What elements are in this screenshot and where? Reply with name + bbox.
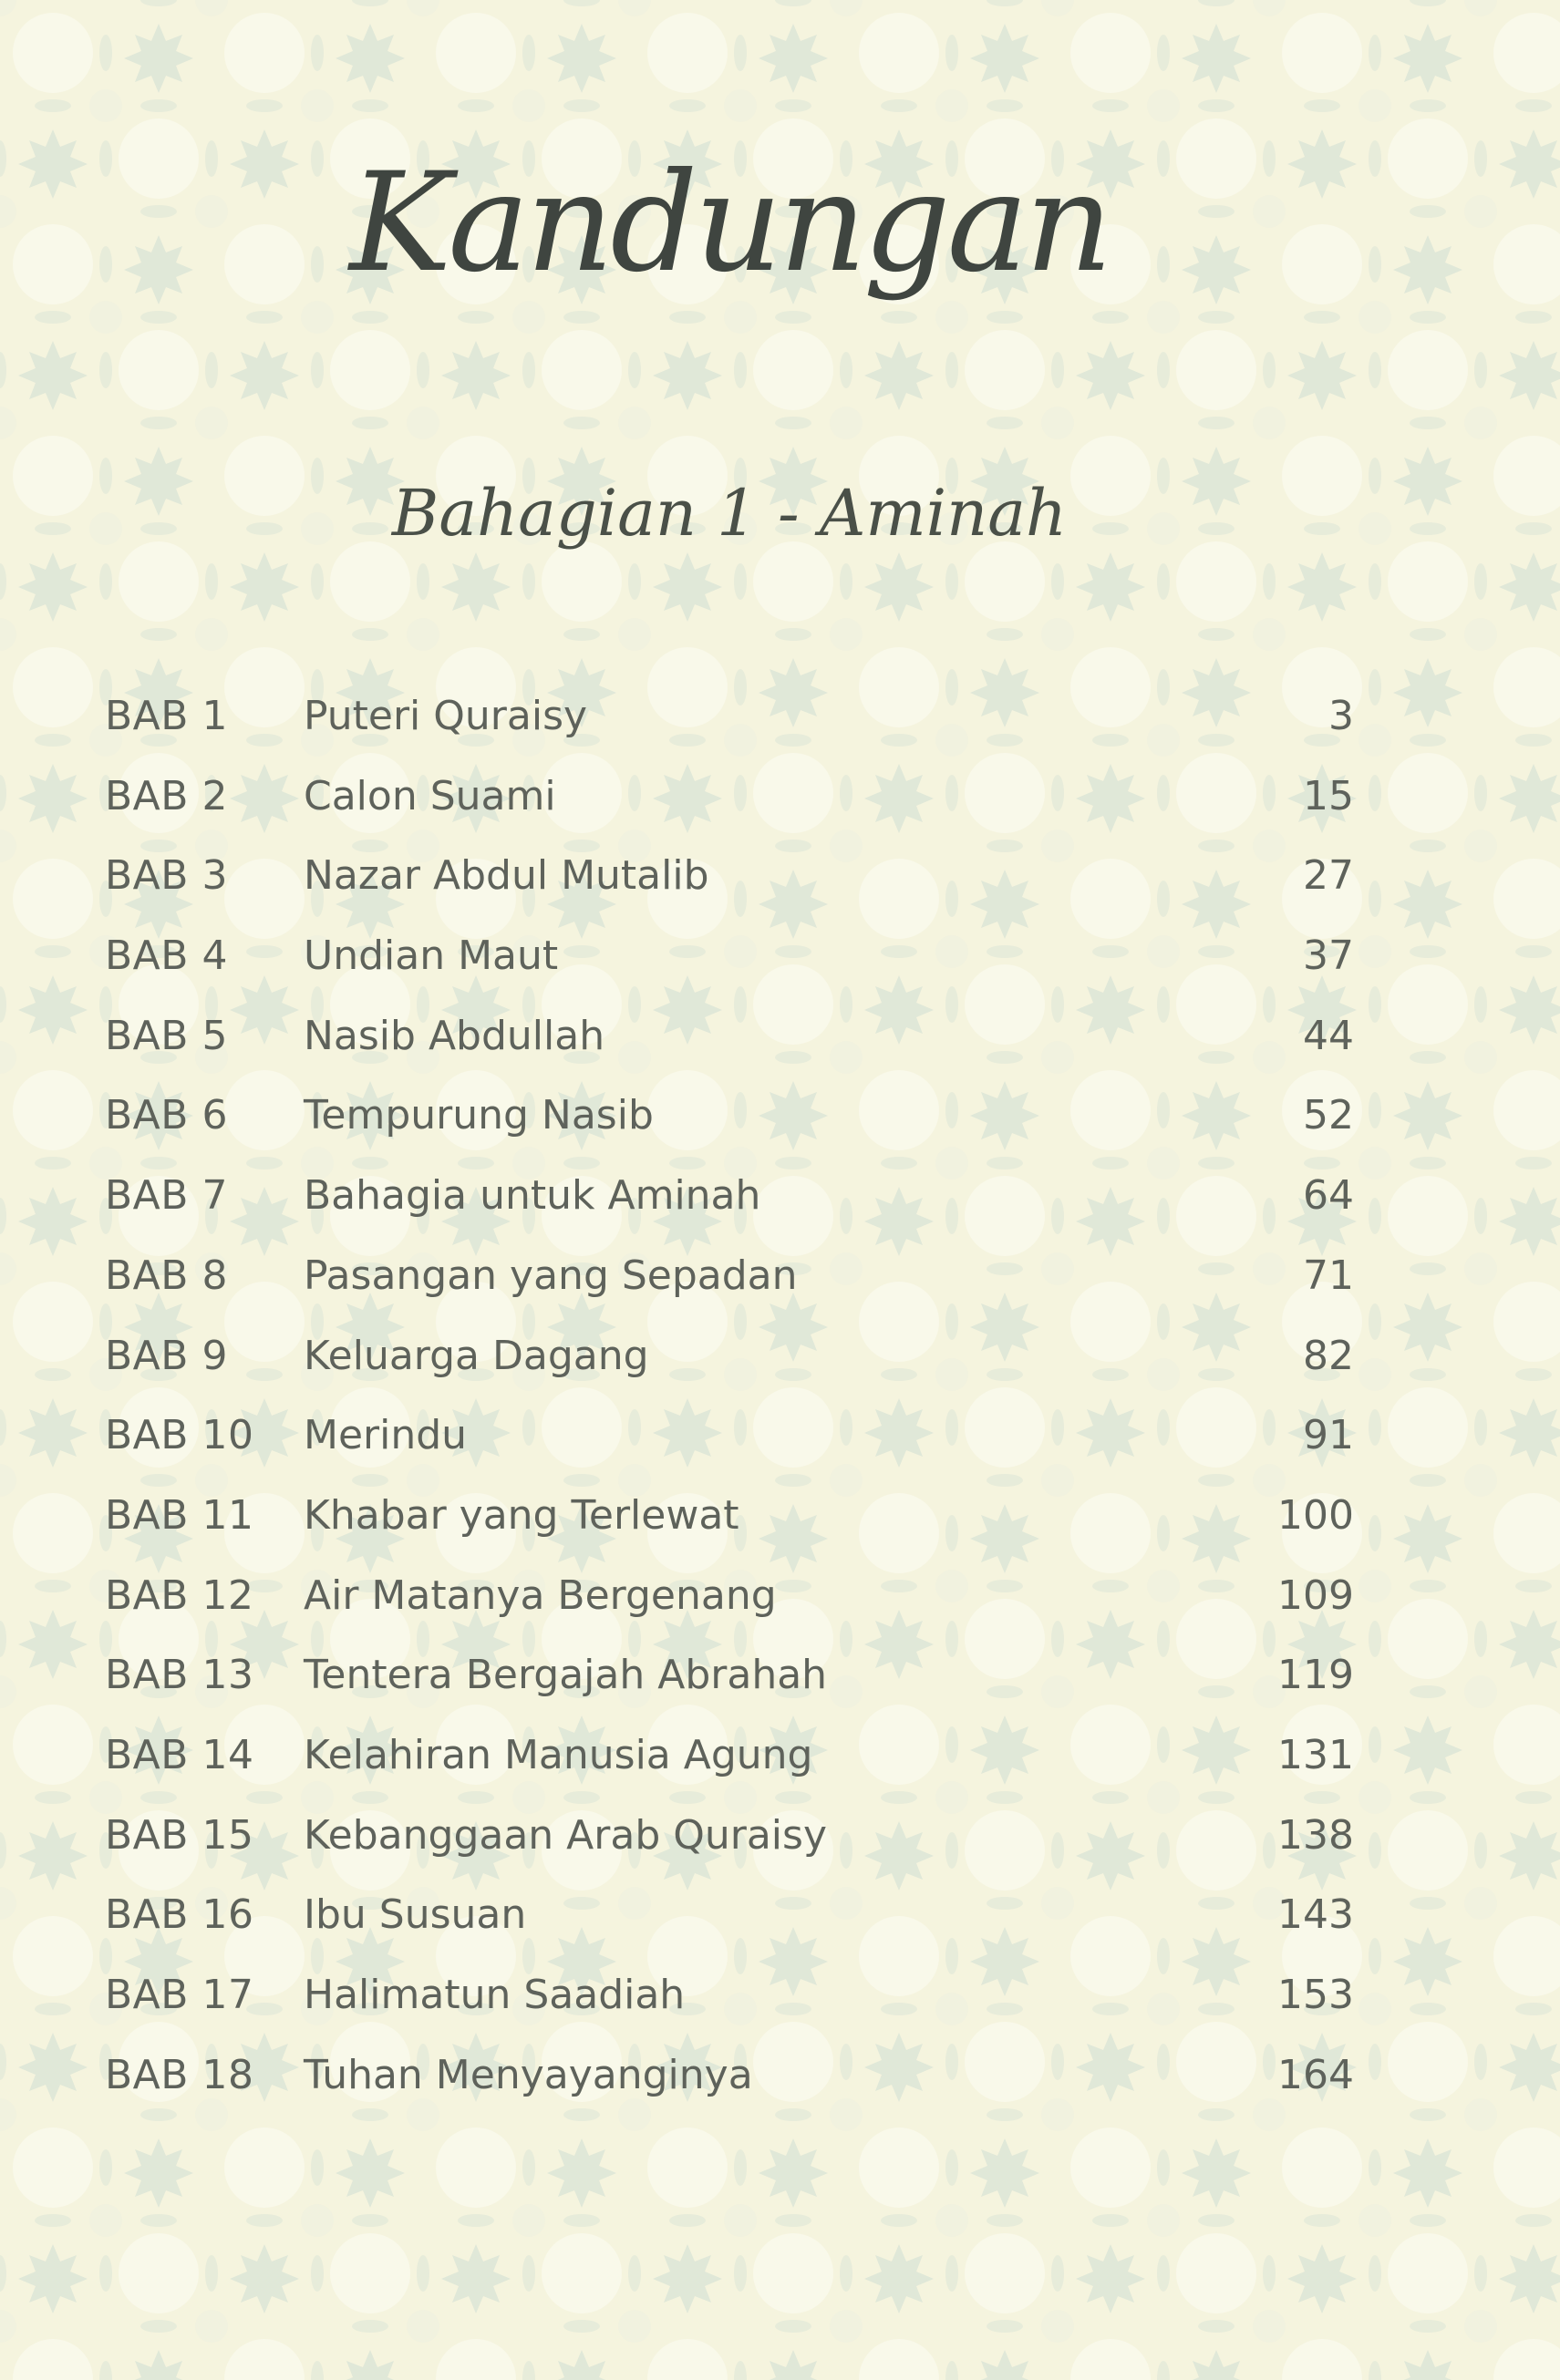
toc-entry xyxy=(105,1569,1354,1649)
toc-entry xyxy=(105,2048,1354,2128)
chapter-number: BAB 16 xyxy=(105,1891,254,1939)
toc-entry xyxy=(105,1088,1354,1169)
chapter-number: BAB 1 xyxy=(105,693,228,739)
chapter-title: Undian Maut xyxy=(304,932,559,980)
chapter-title: Calon Suami xyxy=(304,772,556,819)
toc-entry xyxy=(105,1009,1354,1089)
page-title: Kandungan xyxy=(349,144,1110,303)
chapter-title: Merindu xyxy=(304,1412,468,1459)
chapter-number: BAB 14 xyxy=(105,1731,254,1778)
chapter-page-number: 153 xyxy=(1277,1972,1354,2018)
chapter-page-number: 71 xyxy=(1303,1252,1354,1299)
chapter-number: BAB 10 xyxy=(105,1412,254,1459)
chapter-title: Tuhan Menyayanginya xyxy=(304,2051,753,2098)
table-of-contents xyxy=(105,689,1354,2128)
chapter-number: BAB 5 xyxy=(105,1012,228,1059)
chapter-title: Bahagia untuk Aminah xyxy=(304,1172,761,1220)
chapter-title: Ibu Susuan xyxy=(304,1891,527,1939)
chapter-title: Tempurung Nasib xyxy=(304,1092,654,1139)
chapter-title: Khabar yang Terlewat xyxy=(304,1491,739,1539)
chapter-title: Nazar Abdul Mutalib xyxy=(304,852,709,900)
chapter-page-number: 131 xyxy=(1277,1731,1354,1778)
toc-entry xyxy=(105,1408,1354,1489)
chapter-title: Puteri Quraisy xyxy=(304,693,588,739)
toc-entry xyxy=(105,1489,1354,1569)
chapter-title: Air Matanya Bergenang xyxy=(304,1571,777,1619)
chapter-title: Halimatun Saadiah xyxy=(304,1972,686,2018)
chapter-number: BAB 13 xyxy=(105,1652,254,1699)
chapter-number: BAB 7 xyxy=(105,1172,228,1220)
chapter-page-number: 109 xyxy=(1277,1571,1354,1619)
toc-entry xyxy=(105,689,1354,769)
chapter-page-number: 164 xyxy=(1277,2051,1354,2098)
chapter-number: BAB 12 xyxy=(105,1571,254,1619)
chapter-number: BAB 18 xyxy=(105,2051,254,2098)
chapter-page-number: 138 xyxy=(1277,1811,1354,1859)
chapter-page-number: 37 xyxy=(1303,932,1354,980)
chapter-number: BAB 11 xyxy=(105,1491,254,1539)
chapter-page-number: 52 xyxy=(1303,1092,1354,1139)
chapter-page-number: 64 xyxy=(1303,1172,1354,1220)
section-heading: Bahagian 1 - Aminah xyxy=(391,476,1068,551)
chapter-title: Tentera Bergajah Abrahah xyxy=(304,1652,828,1699)
chapter-page-number: 82 xyxy=(1303,1332,1354,1379)
toc-entry xyxy=(105,1249,1354,1329)
chapter-number: BAB 6 xyxy=(105,1092,228,1139)
toc-entry xyxy=(105,1329,1354,1409)
toc-entry xyxy=(105,1808,1354,1889)
toc-entry xyxy=(105,1169,1354,1249)
chapter-number: BAB 4 xyxy=(105,932,228,980)
chapter-number: BAB 9 xyxy=(105,1332,228,1379)
chapter-title: Pasangan yang Sepadan xyxy=(304,1252,798,1299)
chapter-title: Kelahiran Manusia Agung xyxy=(304,1731,813,1778)
chapter-number: BAB 3 xyxy=(105,852,228,900)
chapter-page-number: 15 xyxy=(1303,772,1354,819)
chapter-page-number: 3 xyxy=(1328,693,1354,739)
chapter-number: BAB 2 xyxy=(105,772,228,819)
chapter-number: BAB 15 xyxy=(105,1811,254,1859)
toc-entry xyxy=(105,1968,1354,2048)
chapter-title: Kebanggaan Arab Quraisy xyxy=(304,1811,827,1859)
toc-entry xyxy=(105,1648,1354,1728)
chapter-page-number: 143 xyxy=(1277,1891,1354,1939)
toc-entry xyxy=(105,1888,1354,1968)
toc-entry xyxy=(105,769,1354,850)
toc-entry xyxy=(105,929,1354,1009)
chapter-page-number: 91 xyxy=(1303,1412,1354,1459)
chapter-number: BAB 8 xyxy=(105,1252,228,1299)
chapter-page-number: 44 xyxy=(1303,1012,1354,1059)
chapter-page-number: 27 xyxy=(1303,852,1354,900)
chapter-page-number: 100 xyxy=(1277,1491,1354,1539)
chapter-page-number: 119 xyxy=(1277,1652,1354,1699)
chapter-title: Keluarga Dagang xyxy=(304,1332,649,1379)
toc-entry xyxy=(105,1728,1354,1808)
chapter-number: BAB 17 xyxy=(105,1972,254,2018)
chapter-title: Nasib Abdullah xyxy=(304,1012,605,1059)
toc-entry xyxy=(105,849,1354,929)
